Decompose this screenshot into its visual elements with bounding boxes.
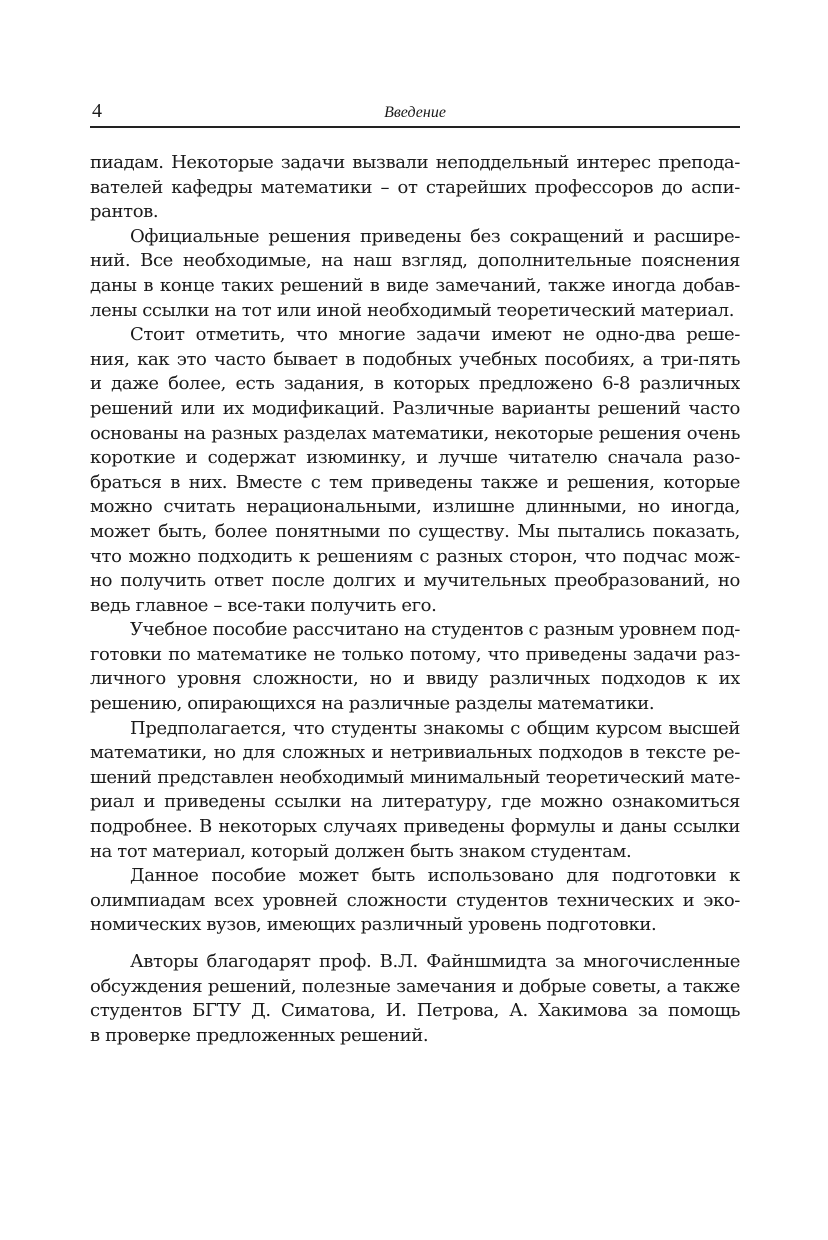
text-line: обсуждения решений, полезные замечания и добрые советы, а также [90, 975, 740, 997]
running-title: Введение [384, 104, 446, 121]
text-line: рантов. [90, 201, 159, 223]
text-line: даны в конце таких решений в виде замечаний, также иногда добав- [90, 274, 740, 296]
body-text [90, 151, 740, 1048]
text-line: решений или их модификаций. Различные варианты решений часто [90, 397, 740, 419]
text-line: риал и приведены ссылки на литературу, где можно ознакомиться [90, 791, 740, 813]
text-line: Данное пособие может быть использовано для подготовки к [130, 865, 740, 887]
text-line: может быть, более понятными по существу. Мы пытались показать, [90, 520, 740, 542]
text-line: Авторы благодарят проф. В.Л. Файншмидта за многочисленные [130, 951, 740, 972]
text-line: ведь главное – все-таки получить его. [90, 594, 437, 616]
paragraph-gap [90, 938, 740, 950]
text-line: Официальные решения приведены без сокращений и расшире- [130, 225, 740, 247]
text-line: студентов БГТУ Д. Симатова, И. Петрова, А. Хакимова за помощь [90, 1000, 740, 1022]
page-number: 4 [92, 100, 102, 122]
text-line: математики, но для сложных и нетривиальных подходов в тексте ре- [90, 742, 740, 764]
text-line: Предполагается, что студенты знакомы с общим курсом высшей [130, 717, 740, 739]
text-line: номических вузов, имеющих различный уровень подготовки. [90, 914, 657, 936]
text-line: Стоит отметить, что многие задачи имеют не одно-два реше- [130, 324, 740, 346]
text-line: но получить ответ после долгих и мучительных преобразований, но [90, 570, 740, 592]
text-line: олимпиадам всех уровней сложности студентов технических и эко- [90, 889, 740, 911]
text-line: ний. Все необходимые, на наш взгляд, дополнительные пояснения [90, 250, 740, 272]
text-line: браться в них. Вместе с тем приведены также и решения, которые [90, 471, 740, 493]
text-line: Учебное пособие рассчитано на студентов с разным уровнем под- [130, 619, 740, 641]
text-line: ния, как это часто бывает в подобных учебных пособиях, а три-пять [90, 348, 740, 370]
text-line: пиадам. Некоторые задачи вызвали неподдельный интерес препода- [90, 152, 740, 173]
text-line: лены ссылки на тот или иной необходимый теоретический материал. [90, 299, 735, 321]
text-line: основаны на разных разделах математики, некоторые решения очень [90, 422, 740, 444]
text-line: готовки по математике не только потому, что приведены задачи раз- [90, 643, 740, 665]
page-header [90, 100, 740, 128]
text-line: можно считать нерациональными, излишне длинными, но иногда, [90, 496, 740, 518]
text-line: личного уровня сложности, но и ввиду различных подходов к их [90, 668, 740, 690]
text-line: шений представлен необходимый минимальный теоретический мате- [90, 766, 740, 788]
text-line: и даже более, есть задания, в которых предложено 6-8 различных [90, 373, 740, 395]
text-line: решению, опирающихся на различные разделы математики. [90, 693, 655, 715]
text-line: вателей кафедры математики – от старейших профессоров до аспи- [90, 176, 740, 198]
text-line: короткие и содержат изюминку, и лучше читателю сначала разо- [90, 447, 740, 469]
text-line: подробнее. В некоторых случаях приведены формулы и даны ссылки [90, 816, 740, 838]
text-line: на тот материал, который должен быть знаком студентам. [90, 840, 632, 862]
text-line: в проверке предложенных решений. [90, 1024, 429, 1046]
text-line: что можно подходить к решениям с разных сторон, что подчас мож- [90, 545, 740, 567]
